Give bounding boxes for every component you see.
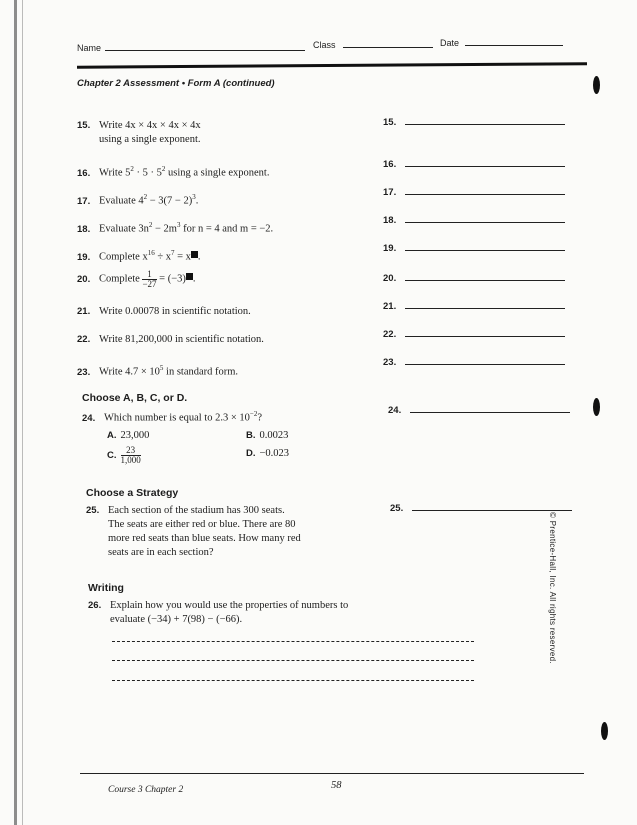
answer-label-20: 20. — [383, 273, 397, 284]
answer-line-17[interactable] — [405, 194, 565, 195]
question-21: 21. Write 0.00078 in scientific notation. — [77, 306, 251, 317]
binder-hole-middle — [593, 398, 600, 416]
section-title-strategy: Choose a Strategy — [86, 487, 179, 499]
footer-rule — [80, 773, 584, 774]
choice-b[interactable]: B. 0.0023 — [246, 430, 289, 441]
page-number: 58 — [331, 780, 342, 791]
header-rule — [77, 62, 587, 69]
question-15: 15. Write 4x × 4x × 4x × 4x using a single exponent. — [77, 120, 201, 145]
answer-label-17: 17. — [383, 187, 397, 198]
answer-label-23: 23. — [383, 357, 397, 368]
answer-line-25[interactable] — [412, 510, 572, 511]
answer-label-19: 19. — [383, 243, 397, 254]
answer-line-18[interactable] — [405, 222, 565, 223]
answer-line-20[interactable] — [405, 280, 565, 281]
answer-label-25: 25. — [390, 503, 404, 514]
question-22: 22. Write 81,200,000 in scientific notation. — [77, 334, 264, 345]
answer-label-24: 24. — [388, 405, 402, 416]
class-line[interactable] — [343, 47, 433, 48]
answer-label-22: 22. — [383, 329, 397, 340]
name-line[interactable] — [105, 50, 305, 51]
blank-box-icon — [186, 273, 193, 280]
writing-line-3[interactable] — [112, 680, 474, 681]
question-20: 20. Complete $\frac{1}{-27}$ = (−3) . — [77, 269, 196, 289]
footer-course: Course 3 Chapter 2 — [108, 785, 184, 795]
class-label: Class — [313, 40, 336, 50]
answer-line-19[interactable] — [405, 250, 565, 251]
date-line[interactable] — [465, 45, 563, 46]
copyright-notice: © Prentice-Hall, Inc. All rights reserved. — [548, 512, 557, 664]
question-24: 24. Which number is equal to $2.3 \times 10^{-2}$? — [82, 410, 263, 424]
answer-line-23[interactable] — [405, 364, 565, 365]
choice-a[interactable]: A. 23,000 — [107, 430, 150, 441]
fraction: $\frac{1}{-27}$ — [142, 269, 157, 289]
fraction: $\frac{23}{1,000}$ — [120, 445, 141, 465]
answer-label-21: 21. — [383, 301, 397, 312]
answer-line-16[interactable] — [405, 166, 565, 167]
name-label: Name — [77, 43, 102, 53]
question-25: 25. Each section of the stadium has 300 seats. The seats are either red or blue. There are 80 more red seats than blue seats. How many red seats are in each section? — [86, 505, 301, 558]
writing-line-1[interactable] — [112, 641, 474, 642]
question-18: 18. Evaluate $3n^2 - 2m^3$ for n = 4 and m = −2. — [77, 221, 274, 235]
answer-line-21[interactable] — [405, 308, 565, 309]
answer-label-15: 15. — [383, 117, 397, 128]
section-title-writing: Writing — [88, 582, 124, 594]
question-26: 26. Explain how you would use the properties of numbers to evaluate (−34) + 7(98) − (−66). — [88, 600, 349, 625]
question-16: 16. Write $5^2 \cdot 5 \cdot 5^2$ using a single exponent. — [77, 165, 270, 179]
answer-line-24[interactable] — [410, 412, 570, 413]
left-margin-rule — [14, 0, 17, 825]
answer-line-22[interactable] — [405, 336, 565, 337]
question-17: 17. Evaluate $4^2 - 3(7 - 2)^3$. — [77, 193, 199, 207]
date-label: Date — [440, 38, 460, 48]
left-margin-rule-2 — [22, 0, 23, 825]
question-23: 23. Write $4.7 \times 10^5$ in standard form. — [77, 364, 239, 378]
blank-box-icon — [191, 251, 198, 258]
answer-line-15[interactable] — [405, 124, 565, 125]
writing-line-2[interactable] — [112, 660, 474, 661]
chapter-title: Chapter 2 Assessment • Form A (continued) — [77, 78, 275, 89]
binder-hole-bottom — [601, 722, 608, 740]
section-title-choose: Choose A, B, C, or D. — [82, 392, 188, 404]
choice-c[interactable]: C. $\frac{23}{1,000}$ — [107, 445, 141, 465]
answer-label-18: 18. — [383, 215, 397, 226]
answer-label-16: 16. — [383, 159, 397, 170]
binder-hole-top — [593, 76, 600, 94]
choice-d[interactable]: D. −0.023 — [246, 448, 290, 459]
question-19: 19. Complete $x^{16} \div x^7 = x$ . — [77, 249, 201, 263]
